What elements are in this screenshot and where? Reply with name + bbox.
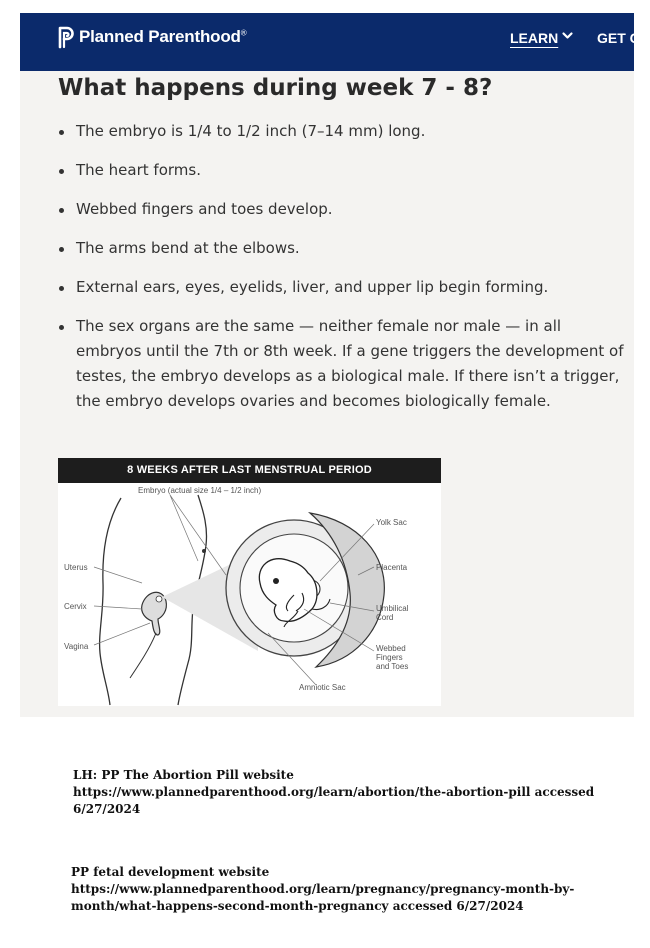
label-yolk-sac: Yolk Sac [376, 518, 407, 527]
section-heading: What happens during week 7 - 8? [58, 75, 493, 101]
label-amniotic-sac: Amniotic Sac [299, 683, 346, 692]
list-item: The embryo is 1/4 to 1/2 inch (7–14 mm) long. [58, 119, 628, 144]
list-item: External ears, eyes, eyelids, liver, and upper lip begin forming. [58, 275, 628, 300]
top-navigation-bar [20, 13, 640, 71]
label-umbilical-cord: Umbilical Cord [376, 604, 409, 622]
webpage-screenshot [20, 13, 640, 717]
planned-parenthood-p-icon [57, 25, 75, 49]
list-item: Webbed fingers and toes develop. [58, 197, 628, 222]
label-vagina: Vagina [64, 642, 89, 651]
illustration-banner: 8 WEEKS AFTER LAST MENSTRUAL PERIOD [58, 458, 441, 483]
label-webbed-fingers: Webbed Fingers and Toes [376, 644, 409, 671]
label-placenta: Placenta [376, 563, 408, 572]
site-logo-link[interactable] [57, 25, 246, 49]
list-item: The sex organs are the same — neither female nor male — in all embryos until the 7th or 8th week. If a gene triggers the development of testes, the embryo develops as a biological male. If there isn’t a trigger, the embryo develops ovaries and becomes biologically female. [58, 314, 628, 414]
facts-list [58, 119, 628, 428]
nav-get-care-link[interactable]: GET C [597, 30, 640, 46]
nav-learn-link[interactable]: LEARN [510, 30, 559, 46]
label-embryo-size: Embryo (actual size 1/4 – 1/2 inch) [138, 486, 262, 495]
label-uterus: Uterus [64, 563, 88, 572]
label-cervix: Cervix [64, 602, 87, 611]
chevron-down-icon[interactable] [562, 32, 573, 40]
list-item: The arms bend at the elbows. [58, 236, 628, 261]
citation-fetal-development: PP fetal development website https://www.plannedparenthood.org/learn/pregnancy/pregnancy-month-by- month/what-happens-second-month-pregnancy accessed 6/27/2024 [71, 865, 575, 913]
list-item: The heart forms. [58, 158, 628, 183]
logo-text: Planned Parenthood® [79, 27, 247, 46]
citation-abortion-pill: LH: PP The Abortion Pill website https://www.plannedparenthood.org/learn/abortion/the-abortion-pill accessed 6/27/2024 [73, 768, 595, 816]
embryo-diagram [58, 483, 441, 706]
embryo-illustration [58, 458, 441, 706]
